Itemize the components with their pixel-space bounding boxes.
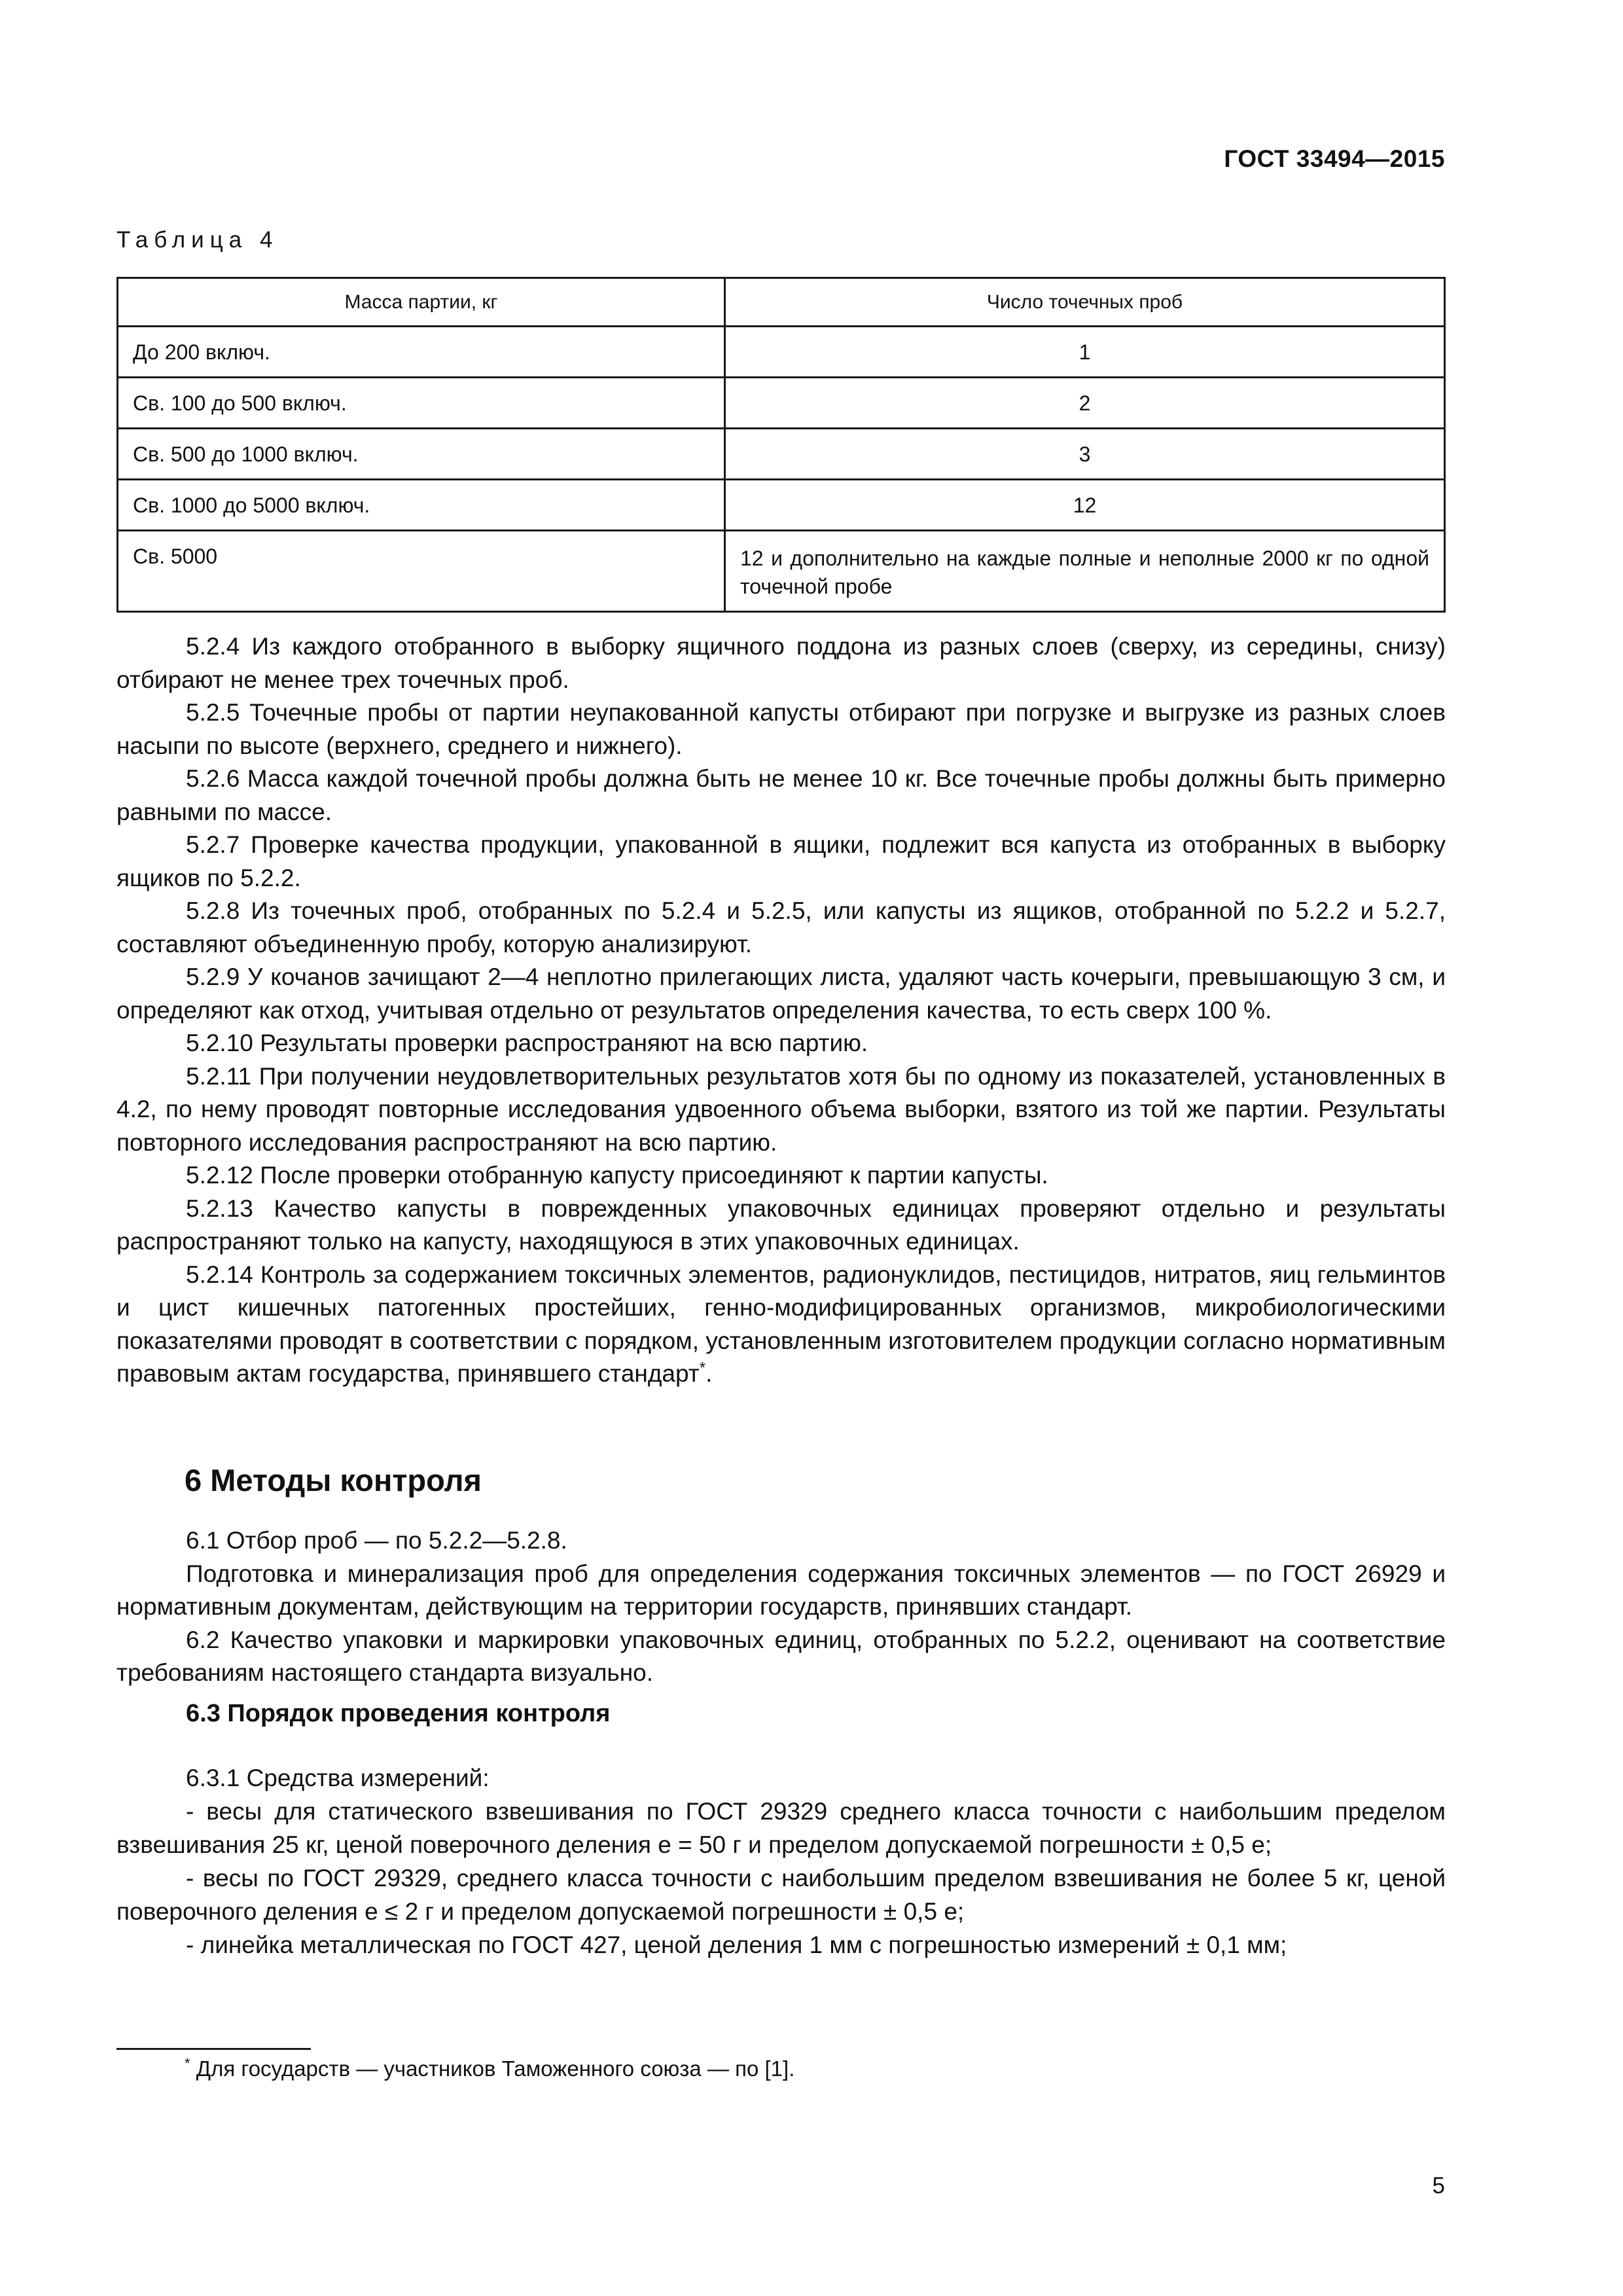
section-6-title: 6 Методы контроля — [185, 1463, 482, 1498]
cell-mass: Св. 5000 — [118, 531, 725, 612]
paragraph-5-2-5: 5.2.5 Точечные пробы от партии неупакованной капусты отбирают при погрузке и выгрузке из разных слоев насыпи по высоте (верхнего, среднего и нижнего). — [116, 699, 1446, 759]
cell-mass: Св. 100 до 500 включ. — [118, 378, 725, 429]
cell-samples: 3 — [725, 429, 1445, 480]
subsection-6-3-text — [116, 1761, 1446, 1962]
section-6-text — [116, 1524, 1446, 1690]
footnote-marker: * — [185, 2055, 190, 2072]
table-header-row — [118, 278, 1445, 327]
table-row — [118, 480, 1445, 531]
paragraph-5-2-10: 5.2.10 Результаты проверки распространяют на всю партию. — [186, 1030, 868, 1056]
paragraph-5-2-12: 5.2.12 После проверки отобранную капусту присоединяют к партии капусты. — [186, 1162, 1048, 1189]
paragraph-6-1-preparation: Подготовка и минерализация проб для определения содержания токсичных элементов — по ГОСТ 26929 и нормативным документам, действующим на территории государств, принявших стандарт. — [116, 1560, 1446, 1620]
column-header-mass: Масса партии, кг — [118, 278, 725, 327]
paragraph-5-2-11: 5.2.11 При получении неудовлетворительных результатов хотя бы по одному из показателей, установленных в 4.2, по нему проводят повторные исследования удвоенного объема выборки, взятого из той же партии. Результаты повторного исследования распространяют на всю партию. — [116, 1062, 1446, 1156]
paragraph-5-2-6: 5.2.6 Масса каждой точечной пробы должна быть не менее 10 кг. Все точечные пробы должны быть примерно равными по массе. — [116, 765, 1446, 825]
paragraph-6-1: 6.1 Отбор проб — по 5.2.2—5.2.8. — [186, 1527, 567, 1554]
cell-samples: 12 и дополнительно на каждые полные и неполные 2000 кг по одной точечной пробе — [725, 531, 1445, 612]
column-header-samples: Число точечных проб — [725, 278, 1445, 327]
cell-mass: До 200 включ. — [118, 327, 725, 378]
table-row — [118, 378, 1445, 429]
paragraph-5-2-4: 5.2.4 Из каждого отобранного в выборку ящичного поддона из разных слоев (сверху, из середины, снизу) отбирают не менее трех точечных проб. — [116, 633, 1446, 693]
list-item: - линейка металлическая по ГОСТ 427, ценой деления 1 мм с погрешностью измерений ± 0,1 мм; — [186, 1931, 1287, 1958]
table-row — [118, 531, 1445, 612]
table-caption: Таблица 4 — [116, 227, 279, 253]
paragraph-6-2: 6.2 Качество упаковки и маркировки упаковочных единиц, отобранных по 5.2.2, оценивают на соответствие требованиям настоящего стандарта визуально. — [116, 1626, 1446, 1686]
paragraph-6-3-1: 6.3.1 Средства измерений: — [186, 1765, 490, 1791]
cell-samples: 12 — [725, 480, 1445, 531]
cell-samples: 1 — [725, 327, 1445, 378]
cell-samples: 2 — [725, 378, 1445, 429]
table-row — [118, 429, 1445, 480]
footnote-divider — [116, 2048, 311, 2050]
footnote — [185, 2055, 794, 2081]
footnote-text: Для государств — участников Таможенного союза — по [1]. — [196, 2056, 795, 2081]
paragraph-5-2-7: 5.2.7 Проверке качества продукции, упакованной в ящики, подлежит вся капуста из отобранных в выборку ящиков по 5.2.2. — [116, 831, 1446, 891]
paragraph-5-2-13: 5.2.13 Качество капусты в поврежденных упаковочных единицах проверяют отдельно и результаты распространяют только на капусту, находящуюся в этих упаковочных единицах. — [116, 1194, 1446, 1255]
paragraph-5-2-9: 5.2.9 У кочанов зачищают 2—4 неплотно прилегающих листа, удаляют часть кочерыги, превышающую 3 см, и определяют как отход, учитывая отдельно от результатов определения качества, то есть сверх 100 %. — [116, 963, 1446, 1024]
paragraph-5-2-8: 5.2.8 Из точечных проб, отобранных по 5.2.4 и 5.2.5, или капусты из ящиков, отобранной по 5.2.2 и 5.2.7, составляют объединенную пробу, которую анализируют. — [116, 897, 1446, 958]
cell-mass: Св. 1000 до 5000 включ. — [118, 480, 725, 531]
document-id-header: ГОСТ 33494—2015 — [1224, 145, 1445, 172]
footnote-marker: * — [699, 1359, 706, 1377]
list-item: - весы для статического взвешивания по ГОСТ 29329 среднего класса точности с наибольшим пределом взвешивания 25 кг, ценой поверочного деления е = 50 г и пределом допускаемой погрешности ± 0,5 е; — [116, 1798, 1446, 1858]
list-item: - весы по ГОСТ 29329, среднего класса точности с наибольшим пределом взвешивания не более 5 кг, ценой поверочного деления е ≤ 2 г и пределом допускаемой погрешности ± 0,5 е; — [116, 1865, 1446, 1925]
subsection-6-3-title: 6.3 Порядок проведения контроля — [186, 1700, 611, 1727]
page-number: 5 — [1432, 2173, 1445, 2198]
paragraph-5-2-14-end: . — [705, 1360, 713, 1387]
table-row — [118, 327, 1445, 378]
paragraph-5-2-14 — [116, 1259, 1446, 1391]
section-5-2-text — [116, 630, 1446, 1391]
paragraph-5-2-14-text: 5.2.14 Контроль за содержанием токсичных элементов, радионуклидов, пестицидов, нитратов, яиц гельминтов и цист кишечных патогенных простейших, генно-модифицированных организмов, микробиологическими показателями проводят в соответствии с порядком, установленным изготовителем продукции согласно нормативным правовым актам государства, принявшего стандарт — [116, 1261, 1446, 1387]
sampling-table — [116, 277, 1446, 613]
cell-mass: Св. 500 до 1000 включ. — [118, 429, 725, 480]
